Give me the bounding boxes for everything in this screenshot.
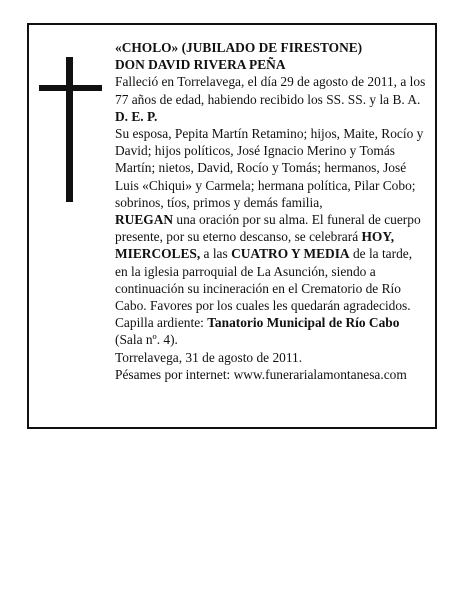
condolences-line: Pésames por internet: www.funerarialamontanesa.com [115,366,407,382]
chapel-label: Capilla ardiente: [115,315,208,331]
place-date: Torrelavega, 31 de agosto de 2011. [115,349,303,365]
request-text-1: una oración por su alma. El funeral de cuerpo presente, por su eterno descanso, se celebrará [115,212,421,245]
obituary-text [115,39,427,383]
chapel-room: (Sala nº. 4). [115,332,178,348]
ruegan-word: RUEGAN [115,212,174,228]
time-text: CUATRO Y MEDIA [231,246,350,262]
header-line: «CHOLO» (JUBILADO DE FIRESTONE) [115,40,363,55]
request-text-2: a las [200,246,232,262]
chapel-name: Tanatorio Municipal de Río Cabo [207,315,400,331]
cross-icon [39,57,102,205]
obituary-notice [27,23,437,429]
family-paragraph: Su esposa, Pepita Martín Retamino; hijos, Maite, Rocío y David; hijos políticos, José Ignacio Merino y Tomás Martín; nietos, David, Rocío y Tomás; hermanos, José Luis «Chiqui» y Carmela; hermana política, Pilar Cobo; sobrinos, tíos, primos y demás familia, [115,126,424,210]
dep-line: D. E. P. [115,108,158,124]
death-line-1: Falleció en Torrelavega, el día 29 de agosto de 2011, a los [115,74,426,90]
deceased-name: DON DAVID RIVERA PEÑA [115,57,286,73]
death-line-2: 77 años de edad, habiendo recibido los SS. SS. y la B. A. [115,91,421,107]
request-text-3: de la tarde, en la iglesia parroquial de La Asunción, siendo a continuación su incineración en el Crematorio de Río Cabo. Favores por los cuales les quedarán agradecidos. [115,246,413,314]
today-text: HOY, MIERCOLES, [115,229,395,262]
request-paragraph [115,211,427,314]
chapel-line [115,314,427,348]
